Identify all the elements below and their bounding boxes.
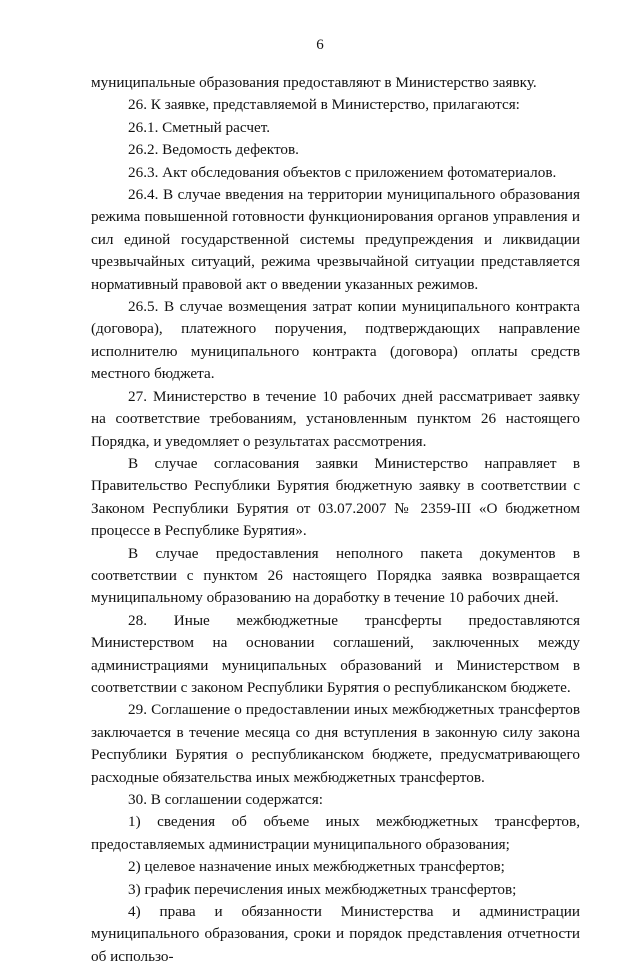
paragraph-26-3: 26.3. Акт обследования объектов с приложением фотоматериалов. — [128, 163, 557, 181]
paragraph-26-2: 26.2. Ведомость дефектов. — [128, 141, 299, 159]
paragraph-27-incomplete: В случае предоставления неполного пакета документов в соответствии с пунктом 26 настоящего Порядка заявка возвращается муниципальному образованию на доработку в течение 10 рабочих дней. — [91, 544, 580, 607]
list-item-4: 4) права и обязанности Министерства и администрации муниципального образования, сроки и порядок представления отчетности об использо- — [91, 903, 580, 965]
paragraph-27-approval: В случае согласования заявки Министерство направляет в Правительство Республики Бурятия бюджетную заявку в соответствии с Законом Республики Бурятия от 03.07.2007 № 2359-III «О бюджетном процессе в Республике Бурятия». — [91, 454, 580, 540]
page-number: 6 — [316, 37, 324, 53]
paragraph-continuation: муниципальные образования предоставляют в Министерство заявку. — [91, 74, 537, 91]
paragraph-30: 30. В соглашении содержатся: — [128, 791, 324, 808]
list-item-1: 1) сведения об объеме иных межбюджетных трансфертов, предоставляемых администрации муниципального образования; — [91, 813, 580, 853]
paragraph-27: 27. Министерство в течение 10 рабочих дней рассматривает заявку на соответствие требованиям, установленным пунктом 26 настоящего Порядка, и уведомляет о результатах рассмотрения. — [91, 387, 580, 450]
document-body — [91, 72, 580, 968]
paragraph-26-1: 26.1. Сметный расчет. — [128, 118, 270, 136]
paragraph-26: 26. К заявке, представляемой в Министерство, прилагаются: — [128, 96, 520, 114]
paragraph-28: 28. Иные межбюджетные трансферты предоставляются Министерством на основании соглашений, заключенных между администрациями муниципальных образований и Министерством в соответствии с законом Республики Бурятия о республиканском бюджете. — [91, 611, 580, 696]
paragraph-29: 29. Соглашение о предоставлении иных межбюджетных трансфертов заключается в течение месяца со дня вступления в законную силу закона Республики Бурятия о республиканском бюджете, предусматривающего расходные обязательства иных межбюджетных трансфертов. — [91, 701, 580, 786]
list-item-3: 3) график перечисления иных межбюджетных трансфертов; — [128, 880, 517, 898]
paragraph-26-4: 26.4. В случае введения на территории муниципального образования режима повышенной готовности функционирования органов управления и сил единой государственной системы предупреждения и ликвидации чрезвычайных ситуаций, режима чрезвычайной ситуации представляется нормативный правовой акт о введении указанных режимов. — [91, 186, 580, 293]
list-item-2: 2) целевое назначение иных межбюджетных трансфертов; — [128, 858, 505, 876]
paragraph-26-5: 26.5. В случае возмещения затрат копии муниципального контракта (договора), платежного поручения, подтверждающих направление исполнителю муниципального контракта (договора) оплаты средств местного бюджета. — [91, 298, 580, 383]
